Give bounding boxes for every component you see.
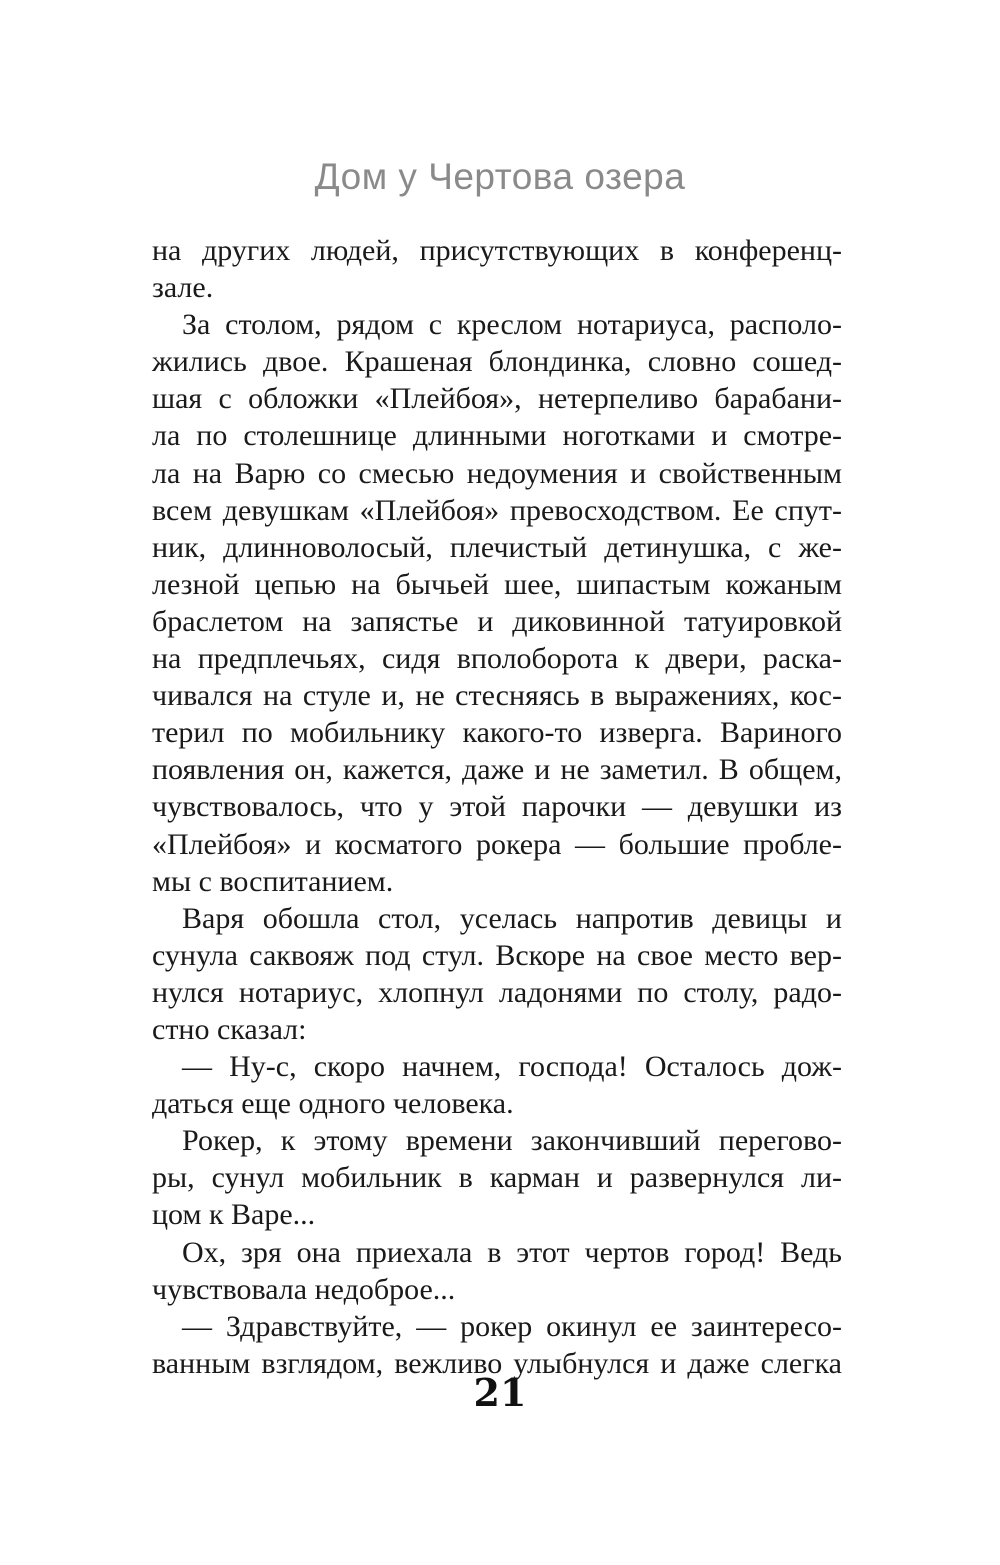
- text-line: ла по столешнице длинными ноготками и смотре-: [152, 419, 842, 453]
- text-line: ванным взглядом, вежливо улыбнулся и даже слегка: [152, 1346, 842, 1380]
- text-line: лезной цепью на бычьей шее, шипастым кожаным: [152, 567, 842, 601]
- body-text: [152, 232, 842, 1382]
- text-line: Рокер, к этому времени закончивший перегово-: [182, 1124, 842, 1158]
- text-line: «Плейбоя» и косматого рокера — большие пробле-: [152, 827, 842, 861]
- text-line: ла на Варю со смесью недоумения и свойственным: [152, 456, 842, 490]
- text-line: Ох, зря она приехала в этот чертов город! Ведь: [182, 1235, 842, 1269]
- text-line: всем девушкам «Плейбоя» превосходством. Ее спут-: [152, 493, 842, 527]
- text-line: на других людей, присутствующих в конференц-: [152, 234, 842, 267]
- text-line: зале.: [152, 271, 214, 305]
- text-line: появления он, кажется, даже и не заметил. В общем,: [152, 753, 842, 787]
- text-line: даться еще одного человека.: [152, 1087, 514, 1121]
- text-line: стно сказал:: [152, 1012, 307, 1046]
- text-line: жились двое. Крашеная блондинка, словно сошед-: [152, 345, 842, 379]
- text-line: ник, длинноволосый, плечистый детинушка, с же-: [152, 530, 842, 564]
- text-line: терил по мобильнику какого-то изверга. Вариного: [152, 716, 842, 750]
- running-header-title: Дом у Чертова озера: [314, 156, 686, 197]
- text-line: За столом, рядом с креслом нотариуса, располо-: [182, 308, 842, 342]
- text-line: шая с обложки «Плейбоя», нетерпеливо барабани-: [152, 382, 842, 416]
- text-line: чивался на стуле и, не стесняясь в выражениях, кос-: [152, 679, 842, 713]
- text-line: мы с воспитанием.: [152, 864, 394, 898]
- text-line: — Здравствуйте, — рокер окинул ее заинтересо-: [182, 1309, 842, 1343]
- text-line: ры, сунул мобильник в карман и развернулся ли-: [152, 1161, 842, 1195]
- text-line: Варя обошла стол, уселась напротив девицы и: [182, 901, 842, 935]
- text-line: браслетом на запястье и диковинной татуировкой: [152, 604, 842, 638]
- text-line: на предплечьях, сидя вполоборота к двери, раска-: [152, 642, 842, 676]
- page-number: 21: [473, 1370, 527, 1415]
- text-line: сунула саквояж под стул. Вскоре на свое место вер-: [152, 938, 842, 972]
- text-line: чувствовалось, что у этой парочки — девушки из: [152, 790, 842, 824]
- text-line: чувствовала недоброе...: [152, 1272, 456, 1306]
- text-line: — Ну-с, скоро начнем, господа! Осталось дож-: [182, 1050, 842, 1084]
- text-line: нулся нотариус, хлопнул ладонями по столу, радо-: [152, 975, 842, 1009]
- text-line: цом к Варе...: [152, 1198, 316, 1232]
